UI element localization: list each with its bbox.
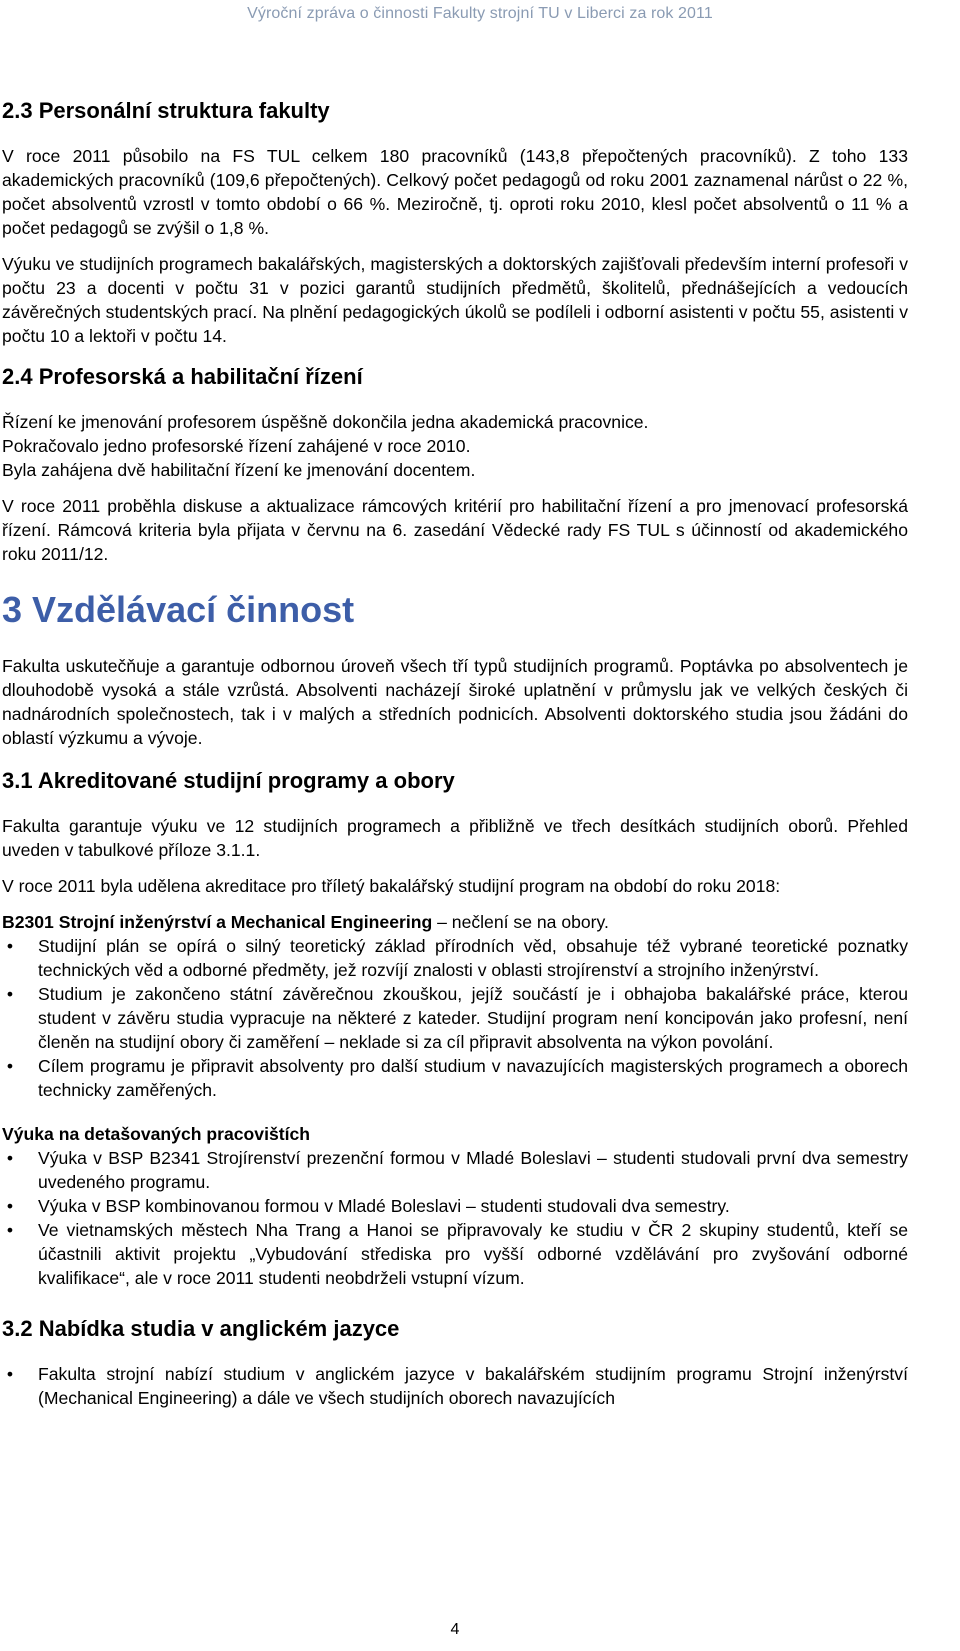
running-header: Výroční zpráva o činnosti Fakulty strojní TU v Liberci za rok 2011 [247, 5, 713, 22]
english-study-bullet-list [2, 1362, 908, 1410]
section-2-4-line-2: Pokračovalo jedno profesorské řízení zahájené v roce 2010. [2, 436, 471, 456]
list-item-text: Výuka v BSP B2341 Strojírenství prezenční formou v Mladé Boleslavi – studenti studovali první dva semestry uvedeného programu. [38, 1148, 908, 1192]
list-item-text: Studijní plán se opírá o silný teoretický základ přírodních věd, obsahuje též vybrané teoretické poznatky technických věd a odborné předměty, jež rozvíjí znalosti v oblasti strojírenství a strojního inženýrství. [38, 936, 908, 980]
section-3-1-paragraph-2: V roce 2011 byla udělena akreditace pro tříletý bakalářský studijní program na období do roku 2018: [2, 876, 781, 896]
bullet-icon: • [6, 1056, 14, 1076]
section-2-4-paragraph: V roce 2011 proběhla diskuse a aktualizace rámcových kritérií pro habilitační řízení a pro jmenovací profesorská řízení. Rámcová kriteria byla přijata v červnu na 6. zasedání Vědecké rady FS TUL s účinností od akademického roku 2011/12. [2, 496, 908, 564]
section-3-2-heading: 3.2 Nabídka studia v anglickém jazyce [2, 1316, 400, 1341]
list-item [2, 1194, 908, 1218]
program-note: – nečlení se na obory. [432, 912, 609, 932]
section-3-1-paragraph-1: Fakulta garantuje výuku ve 12 studijních programech a přibližně ve třech desítkách studijních oborů. Přehled uveden v tabulkové příloze 3.1.1. [2, 816, 908, 860]
page-number: 4 [450, 1621, 460, 1638]
program-bullet-list [2, 934, 908, 1102]
bullet-icon: • [6, 1220, 14, 1240]
detached-bullet-list [2, 1146, 908, 1290]
chapter-3-paragraph: Fakulta uskutečňuje a garantuje odbornou úroveň všech tří typů studijních programů. Poptávka po absolventech je dlouhodobě vysoká a stále vzrůstá. Absolventi nacházejí široké uplatnění v průmyslu jak ve velkých českých či nadnárodních společnostech, tak i v malých a středních podnicích. Absolventi doktorského studia jsou žádáni do oblastí výzkumu a vývoje. [2, 656, 908, 748]
chapter-3-heading: 3 Vzdělávací činnost [2, 589, 355, 630]
body-content [2, 96, 908, 1422]
program-line [2, 910, 908, 934]
list-item-text: Fakulta strojní nabízí studium v anglickém jazyce v bakalářském studijním programu Strojní inženýrství (Mechanical Engineering) a dále ve všech studijních oborech navazujících [38, 1364, 908, 1408]
list-item [2, 934, 908, 982]
list-item [2, 1218, 908, 1290]
list-item-text: Ve vietnamských městech Nha Trang a Hanoi se připravovaly ke studiu v ČR 2 skupiny studentů, kteří se účastnili aktivit projektu „Vybudování střediska pro vyšší odborné vzdělávání pro zvyšování odborné kvalifikace“, ale v roce 2011 studenti neobdrželi vstupní vízum. [38, 1220, 908, 1288]
section-2-4-heading: 2.4 Profesorská a habilitační řízení [2, 364, 363, 389]
program-code-name: B2301 Strojní inženýrství a Mechanical Engineering [2, 912, 433, 932]
section-2-3-heading: 2.3 Personální struktura fakulty [2, 98, 330, 123]
list-item [2, 1146, 908, 1194]
section-3-1-heading: 3.1 Akreditované studijní programy a obory [2, 768, 455, 793]
section-2-3-paragraph-1: V roce 2011 působilo na FS TUL celkem 180 pracovníků (143,8 přepočtených pracovníků). Z toho 133 akademických pracovníků (109,6 přepočtených). Celkový počet pedagogů od roku 2001 zaznamenal nárůst o 22 %, počet absolventů vzrostl v tomto období o 66 %. Meziročně, tj. oproti roku 2010, klesl počet absolventů o 11 % a počet pedagogů se zvýšil o 1,8 %. [2, 146, 908, 238]
detached-sites-heading: Výuka na detašovaných pracovištích [2, 1124, 311, 1144]
section-2-3-paragraph-2: Výuku ve studijních programech bakalářských, magisterských a doktorských zajišťovali především interní profesoři v počtu 23 a docenti v počtu 31 v pozici garantů studijních předmětů, školitelů, přednášejících a vedoucích závěrečných studentských prací. Na plnění pedagogických úkolů se podíleli i odborní asistenti v počtu 55, asistenti v počtu 10 a lektoři v počtu 14. [2, 254, 908, 346]
bullet-icon: • [6, 1196, 14, 1216]
list-item [2, 1362, 908, 1410]
list-item-text: Výuka v BSP kombinovanou formou v Mladé Boleslavi – studenti studovali dva semestry. [38, 1196, 730, 1216]
list-item-text: Cílem programu je připravit absolventy pro další studium v navazujících magisterských programech a oborech technicky zaměřených. [38, 1056, 908, 1100]
bullet-icon: • [6, 1148, 14, 1168]
list-item [2, 982, 908, 1054]
section-2-4-line-1: Řízení ke jmenování profesorem úspěšně dokončila jedna akademická pracovnice. [2, 412, 649, 432]
bullet-icon: • [6, 984, 14, 1004]
bullet-icon: • [6, 1364, 14, 1384]
section-2-4-line-3: Byla zahájena dvě habilitační řízení ke jmenování docentem. [2, 460, 476, 480]
list-item [2, 1054, 908, 1102]
bullet-icon: • [6, 936, 14, 956]
list-item-text: Studium je zakončeno státní závěrečnou zkouškou, jejíž součástí je i obhajoba bakalářské práce, kterou student v závěru studia vypracuje na některé z kateder. Studijní program není koncipován jako profesní, není členěn na studijní obory či zaměření – neklade si za cíl připravit absolventa na výkon povolání. [38, 984, 908, 1052]
